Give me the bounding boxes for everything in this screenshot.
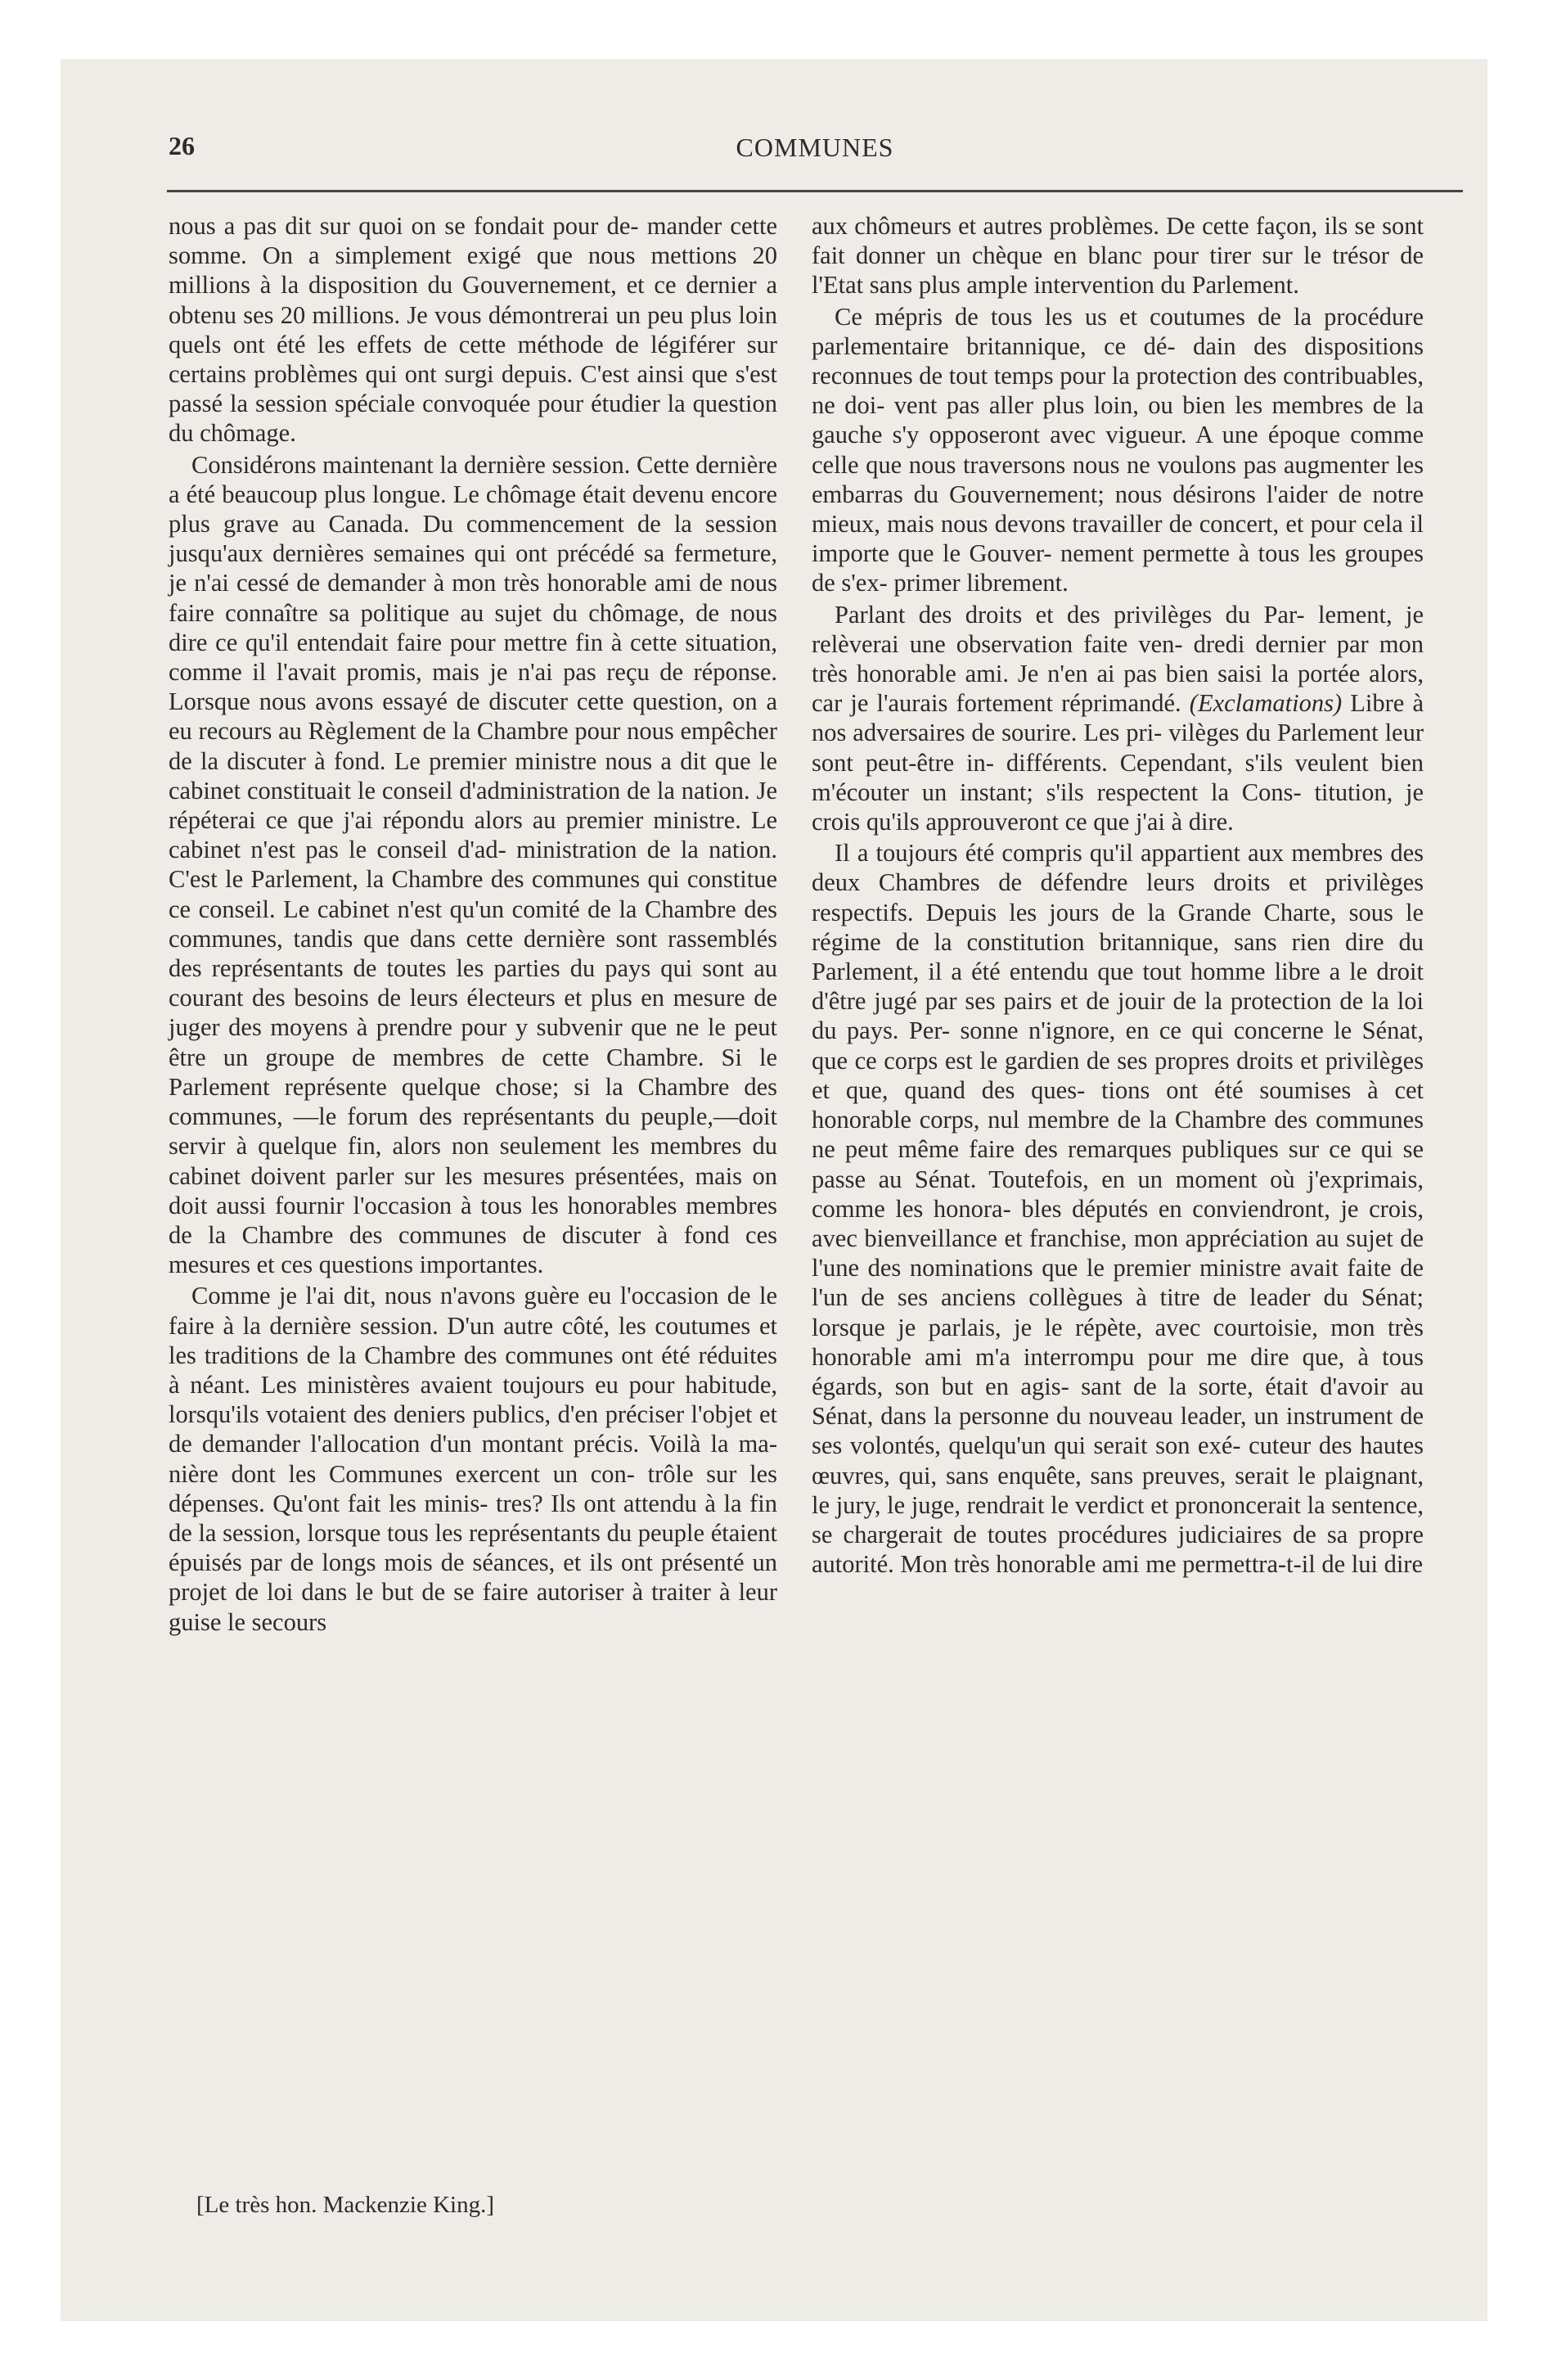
exclamations-note: (Exclamations) [1189,689,1343,718]
paragraph-text: Libre à nos adversaires de sourire. Les pri- vilèges du Parlement leur sont peut-être in- différents. Cependant, s'ils veulent bien m'écouter un instant; s'ils respectent la Cons- titution, je crois qu'ils approuveront ce que j'ai à dire. [812,689,1424,836]
right-column [812,211,1424,1579]
paragraph: nous a pas dit sur quoi on se fondait pour de- mander cette somme. On a simplement exigé que nous mettions 20 millions à la disposition du Gouvernement, et ce dernier a obtenu ses 20 millions. Je vous démontrerai un peu plus loin quels ont été les effets de cette méthode de légiférer sur certains problèmes qui ont surgi depuis. C'est ainsi que s'est passé la session spéciale convoquée pour étudier la question du chômage. [169,212,777,448]
running-title: COMMUNES [736,133,894,162]
page-number: 26 [169,131,195,160]
header-rule [167,190,1463,192]
paragraph-text: Parlant des droits et des privilèges du Par- lement, je relèverai une observation faite ven- dredi dernier par mon très honorable ami. Je n'en ai pas bien saisi la portée alors, car je l'aurais fortement réprimandé. [812,600,1424,718]
page-header [169,131,1461,172]
paragraph [812,600,1424,837]
paragraph: Ce mépris de tous les us et coutumes de la procédure parlementaire britannique, ce dé- dain des dispositions reconnues de tout temps pour la protection des contribuables, ne doi- vent pas aller plus loin, ou bien les membres de la gauche s'y opposeront avec vigueur. A une époque comme celle que nous traversons nous ne voulons pas augmenter les embarras du Gouvernement; nous désirons l'aider de notre mieux, mais nous devons travailler de concert, et pour cela il importe que le Gouver- nement permette à tous les groupes de s'ex- primer librement. [812,302,1424,597]
paragraph: Considérons maintenant la dernière session. Cette dernière a été beaucoup plus longue. Le chômage était devenu encore plus grave au Canada. Du commencement de la session jusqu'aux dernières semaines qui ont précédé sa fermeture, je n'ai cessé de demander à mon très honorable ami de nous faire connaître sa politique au sujet du chômage, de nous dire ce qu'il entendait faire pour mettre fin à cette situation, comme il l'avait promis, mais je n'ai pas reçu de réponse. Lorsque nous avons essayé de discuter cette question, on a eu recours au Règlement de la Chambre pour nous empêcher de la discuter à fond. Le premier ministre nous a dit que le cabinet constituait le conseil d'administration de la nation. Je répéterai ce que j'ai répondu alors au premier ministre. Le cabinet n'est pas le conseil d'ad- ministration de la nation. C'est le Parlement, la Chambre des communes qui constitue ce conseil. Le cabinet n'est qu'un comité de la Chambre des communes, tandis que dans cette dernière sont rassemblés des représentants de toutes les parties du pays qui sont au courant des besoins de leurs électeurs et plus en mesure de juger des moyens à prendre pour y subvenir que ne le peut être un groupe de membres de cette Chambre. Si le Parlement représente quelque chose; si la Chambre des communes, —le forum des représentants du peuple,—doit servir à quelque fin, alors non seulement les membres du cabinet doivent parler sur les mesures présentées, mais on doit aussi fournir l'occasion à tous les honorables membres de la Chambre des communes de discuter à fond ces mesures et ces questions importantes. [169,450,777,1279]
paragraph: aux chômeurs et autres problèmes. De cette façon, ils se sont fait donner un chèque en blanc pour tirer sur le trésor de l'Etat sans plus ample intervention du Parlement. [812,212,1424,300]
paragraph: Il a toujours été compris qu'il appartient aux membres des deux Chambres de défendre leurs droits et privilèges respectifs. Depuis les jours de la Grande Charte, sous le régime de la constitution britannique, sans rien dire du Parlement, il a été entendu que tout homme libre a le droit d'être jugé par ses pairs et de jouir de la protection de la loi du pays. Per- sonne n'ignore, en ce qui concerne le Sénat, que ce corps est le gardien de ses propres droits et privilèges et que, quand des ques- tions ont été soumises à cet honorable corps, nul membre de la Chambre des communes ne peut même faire des remarques publiques sur ce qui se passe au Sénat. Toutefois, en un moment où j'exprimais, comme les honora- bles députés en conviendront, je crois, avec bienveillance et franchise, mon appréciation au sujet de l'une des nominations que le premier ministre avait faite de l'un de ses anciens collègues à titre de leader du Sénat; lorsque je parlais, je le répète, avec courtoisie, mon très honorable ami m'a interrompu pour me dire que, à tous égards, son but en agis- sant de la sorte, était d'avoir au Sénat, dans la personne du nouveau leader, un instrument de ses volontés, quelqu'un qui serait son exé- cuteur des hautes œuvres, qui, sans enquête, sans preuves, serait le plaignant, le jury, le juge, rendrait le verdict et prononcerait la sentence, se chargerait de toutes procédures judiciaires de sa propre autorité. Mon très honorable ami me permettra-t-il de lui dire [812,839,1424,1579]
paragraph: Comme je l'ai dit, nous n'avons guère eu l'occasion de le faire à la dernière session. D'un autre côté, les coutumes et les traditions de la Chambre des communes ont été réduites à néant. Les ministères avaient toujours eu pour habitude, lorsqu'ils votaient des deniers publics, d'en préciser l'objet et de demander l'allocation d'un montant précis. Voilà la ma- nière dont les Communes exercent un con- trôle sur les dépenses. Qu'ont fait les minis- tres? Ils ont attendu à la fin de la session, lorsque tous les représentants du peuple étaient épuisés par de longs mois de séances, et ils ont présenté un projet de loi dans le but de se faire autoriser à traiter à leur guise le secours [169,1282,777,1636]
speaker-note: [Le très hon. Mackenzie King.] [196,2192,494,2218]
left-column [169,211,777,1637]
